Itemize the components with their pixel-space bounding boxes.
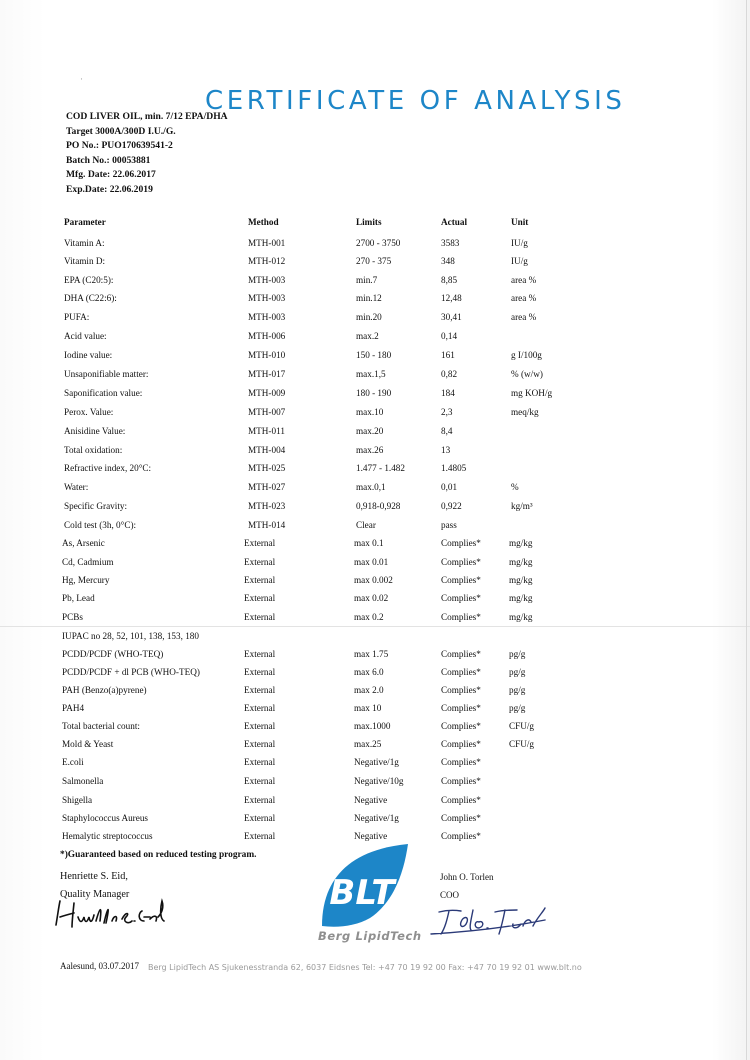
cell-limits: max 0.2: [354, 612, 384, 622]
cell-parameter: EPA (C20:5):: [64, 275, 114, 285]
cell-method: External: [244, 813, 276, 823]
cell-parameter: DHA (C22:6):: [64, 293, 117, 303]
cell-method: MTH-007: [248, 407, 286, 417]
cell-parameter: PUFA:: [64, 312, 90, 322]
signatory-right-name: John O. Torlen: [440, 872, 494, 882]
column-header-parameter: Parameter: [64, 217, 106, 227]
cell-parameter: Acid value:: [64, 331, 107, 341]
cell-method: External: [244, 575, 276, 585]
cell-limits: max.1,5: [356, 369, 386, 379]
cell-parameter: Perox. Value:: [64, 407, 114, 417]
cell-unit: IU/g: [511, 238, 528, 248]
scan-speck: ·: [80, 74, 83, 84]
logo-caption: Berg LipidTech: [318, 929, 422, 943]
cell-unit: pg/g: [509, 649, 526, 659]
cell-unit: %: [511, 482, 519, 492]
cell-limits: min.7: [356, 275, 378, 285]
target-line: Target 3000A/300D I.U./G.: [66, 125, 176, 137]
cell-parameter: Specific Gravity:: [64, 501, 128, 511]
cell-method: External: [244, 703, 276, 713]
place-and-date: Aalesund, 03.07.2017: [60, 961, 139, 971]
signatory-right-role: COO: [440, 890, 460, 900]
cell-method: External: [244, 757, 276, 767]
cell-limits: Negative/10g: [354, 776, 404, 786]
cell-limits: max 6.0: [354, 667, 384, 677]
cell-unit: meq/kg: [511, 407, 539, 417]
cell-parameter: PAH (Benzo(a)pyrene): [62, 685, 147, 695]
cell-actual: Complies*: [441, 667, 481, 677]
cell-method: External: [244, 685, 276, 695]
cell-limits: max 2.0: [354, 685, 384, 695]
cell-actual: 0,82: [441, 369, 458, 379]
cell-method: External: [244, 538, 276, 548]
cell-actual: 0,01: [441, 482, 458, 492]
signatory-left-role: Quality Manager: [60, 889, 130, 900]
cell-method: MTH-017: [248, 369, 286, 379]
company-address: Berg LipidTech AS Sjukenesstranda 62, 6037 Eidsnes Tel: +47 70 19 92 00 Fax: +47 70 19 92 01 www.blt.no: [148, 963, 582, 972]
cell-unit: pg/g: [509, 685, 526, 695]
cell-unit: kg/m³: [511, 501, 533, 511]
cell-parameter: Hemalytic streptococcus: [62, 831, 153, 841]
product-header: [66, 110, 228, 198]
cell-unit: pg/g: [509, 703, 526, 713]
cell-unit: CFU/g: [509, 721, 535, 731]
cell-parameter: Saponification value:: [64, 388, 143, 398]
cell-limits: max 1.75: [354, 649, 389, 659]
cell-limits: max 0.1: [354, 538, 384, 548]
cell-unit: mg KOH/g: [511, 388, 553, 398]
cell-method: External: [244, 649, 276, 659]
cell-parameter: E.coli: [62, 757, 84, 767]
document-title: CERTIFICATE OF ANALYSIS: [205, 86, 626, 116]
cell-parameter: Pb, Lead: [62, 593, 95, 603]
cell-limits: Negative/1g: [354, 813, 399, 823]
cell-method: External: [244, 593, 276, 603]
cell-parameter: Iodine value:: [64, 350, 113, 360]
po-number: PO No.: PUO170639541-2: [66, 140, 173, 152]
cell-unit: mg/kg: [509, 612, 533, 622]
cell-actual: 13: [441, 445, 451, 455]
mfg-date: Mfg. Date: 22.06.2017: [66, 169, 156, 181]
cell-parameter: Vitamin A:: [64, 238, 105, 248]
signature-left: [50, 895, 170, 935]
cell-method: MTH-027: [248, 482, 286, 492]
cell-method: MTH-010: [248, 350, 286, 360]
cell-unit: g I/100g: [511, 350, 542, 360]
cell-limits: max 10: [354, 703, 382, 713]
cell-method: MTH-003: [248, 293, 286, 303]
cell-limits: max.1000: [354, 721, 391, 731]
cell-limits: 0,918-0,928: [356, 501, 401, 511]
fold-line: [0, 626, 750, 627]
cell-parameter: Water:: [64, 482, 89, 492]
cell-limits: max.2: [356, 331, 379, 341]
cell-unit: IU/g: [511, 256, 528, 266]
cell-parameter: Total bacterial count:: [62, 721, 140, 731]
cell-method: MTH-023: [248, 501, 286, 511]
cell-limits: min.12: [356, 293, 382, 303]
cell-method: MTH-001: [248, 238, 286, 248]
cell-actual: Complies*: [441, 685, 481, 695]
cell-parameter: PAH4: [62, 703, 85, 713]
cell-method: External: [244, 739, 276, 749]
cell-parameter: PCDD/PCDF (WHO-TEQ): [62, 649, 164, 659]
cell-parameter: Vitamin D:: [64, 256, 106, 266]
blt-logo: [318, 842, 410, 928]
cell-unit: % (w/w): [511, 369, 543, 379]
batch-number: Batch No.: 00053881: [66, 154, 151, 166]
cell-method: MTH-014: [248, 520, 286, 530]
cell-actual: Complies*: [441, 538, 481, 548]
cell-limits: 150 - 180: [356, 350, 392, 360]
cell-method: External: [244, 831, 276, 841]
column-header-method: Method: [248, 217, 279, 227]
cell-parameter: Unsaponifiable matter:: [64, 369, 149, 379]
cell-unit: mg/kg: [509, 538, 533, 548]
cell-parameter: PCBs: [62, 612, 83, 622]
cell-parameter: PCDD/PCDF + dl PCB (WHO-TEQ): [62, 667, 200, 677]
cell-parameter: As, Arsenic: [62, 538, 105, 548]
cell-actual: Complies*: [441, 831, 481, 841]
cell-limits: max.0,1: [356, 482, 386, 492]
cell-method: External: [244, 795, 276, 805]
cell-method: MTH-004: [248, 445, 286, 455]
cell-actual: Complies*: [441, 795, 481, 805]
signatory-left-name: Henriette S. Eid,: [60, 871, 128, 882]
cell-method: External: [244, 612, 276, 622]
cell-unit: pg/g: [509, 667, 526, 677]
cell-limits: 180 - 190: [356, 388, 392, 398]
cell-actual: 184: [441, 388, 455, 398]
cell-method: External: [244, 667, 276, 677]
cell-actual: Complies*: [441, 557, 481, 567]
cell-limits: 2700 - 3750: [356, 238, 401, 248]
cell-method: MTH-012: [248, 256, 286, 266]
cell-parameter: Cold test (3h, 0°C):: [64, 520, 137, 530]
cell-actual: 161: [441, 350, 455, 360]
cell-actual: 12,48: [441, 293, 462, 303]
column-header-limits: Limits: [356, 217, 382, 227]
cell-limits: max 0.02: [354, 593, 389, 603]
cell-parameter: Salmonella: [62, 776, 104, 786]
cell-limits: Negative: [354, 831, 388, 841]
cell-actual: pass: [441, 520, 457, 530]
blt-logo-text: BLT: [329, 873, 395, 913]
cell-actual: Complies*: [441, 739, 481, 749]
cell-actual: Complies*: [441, 813, 481, 823]
cell-actual: Complies*: [441, 612, 481, 622]
cell-parameter: IUPAC no 28, 52, 101, 138, 153, 180: [62, 631, 199, 641]
column-header-unit: Unit: [511, 217, 529, 227]
cell-actual: Complies*: [441, 649, 481, 659]
cell-limits: min.20: [356, 312, 382, 322]
cell-method: MTH-003: [248, 312, 286, 322]
cell-actual: 1.4805: [441, 463, 467, 473]
cell-method: MTH-003: [248, 275, 286, 285]
cell-limits: max 0.01: [354, 557, 389, 567]
cell-unit: mg/kg: [509, 557, 533, 567]
cell-parameter: Total oxidation:: [64, 445, 123, 455]
cell-actual: Complies*: [441, 575, 481, 585]
cell-actual: 2,3: [441, 407, 453, 417]
cell-actual: 30,41: [441, 312, 462, 322]
cell-actual: Complies*: [441, 721, 481, 731]
cell-unit: mg/kg: [509, 575, 533, 585]
cell-actual: Complies*: [441, 703, 481, 713]
page-edge: [746, 0, 747, 1060]
product-name: COD LIVER OIL, min. 7/12 EPA/DHA: [66, 111, 228, 122]
cell-parameter: Cd, Cadmium: [62, 557, 114, 567]
signature-right: [425, 898, 550, 940]
cell-limits: 270 - 375: [356, 256, 392, 266]
cell-limits: max.25: [354, 739, 382, 749]
cell-limits: max.20: [356, 426, 384, 436]
cell-actual: 8,85: [441, 275, 458, 285]
cell-unit: area %: [511, 312, 537, 322]
cell-limits: max 0.002: [354, 575, 393, 585]
cell-parameter: Staphylococcus Aureus: [62, 813, 148, 823]
cell-limits: 1.477 - 1.482: [356, 463, 405, 473]
cell-unit: area %: [511, 275, 537, 285]
cell-parameter: Mold & Yeast: [62, 739, 114, 749]
cell-actual: Complies*: [441, 776, 481, 786]
cell-parameter: Refractive index, 20°C:: [64, 463, 152, 473]
column-header-actual: Actual: [441, 217, 468, 227]
cell-limits: max.10: [356, 407, 384, 417]
cell-method: MTH-011: [248, 426, 285, 436]
cell-limits: Negative/1g: [354, 757, 399, 767]
cell-limits: Negative: [354, 795, 388, 805]
cell-unit: CFU/g: [509, 739, 535, 749]
cell-unit: area %: [511, 293, 537, 303]
footnote: *)Guaranteed based on reduced testing program.: [60, 850, 257, 860]
cell-method: MTH-025: [248, 463, 286, 473]
cell-parameter: Hg, Mercury: [62, 575, 110, 585]
cell-parameter: Shigella: [62, 795, 93, 805]
cell-actual: 0,922: [441, 501, 462, 511]
cell-actual: 0,14: [441, 331, 458, 341]
cell-actual: 8,4: [441, 426, 453, 436]
cell-unit: mg/kg: [509, 593, 533, 603]
cell-method: External: [244, 557, 276, 567]
cell-method: External: [244, 721, 276, 731]
cell-actual: Complies*: [441, 757, 481, 767]
cell-limits: max.26: [356, 445, 384, 455]
cell-parameter: Anisidine Value:: [64, 426, 126, 436]
cell-method: MTH-006: [248, 331, 286, 341]
cell-actual: 3583: [441, 238, 460, 248]
cell-method: MTH-009: [248, 388, 286, 398]
cell-actual: 348: [441, 256, 455, 266]
exp-date: Exp.Date: 22.06.2019: [66, 183, 153, 195]
cell-method: External: [244, 776, 276, 786]
cell-actual: Complies*: [441, 593, 481, 603]
cell-limits: Clear: [356, 520, 376, 530]
